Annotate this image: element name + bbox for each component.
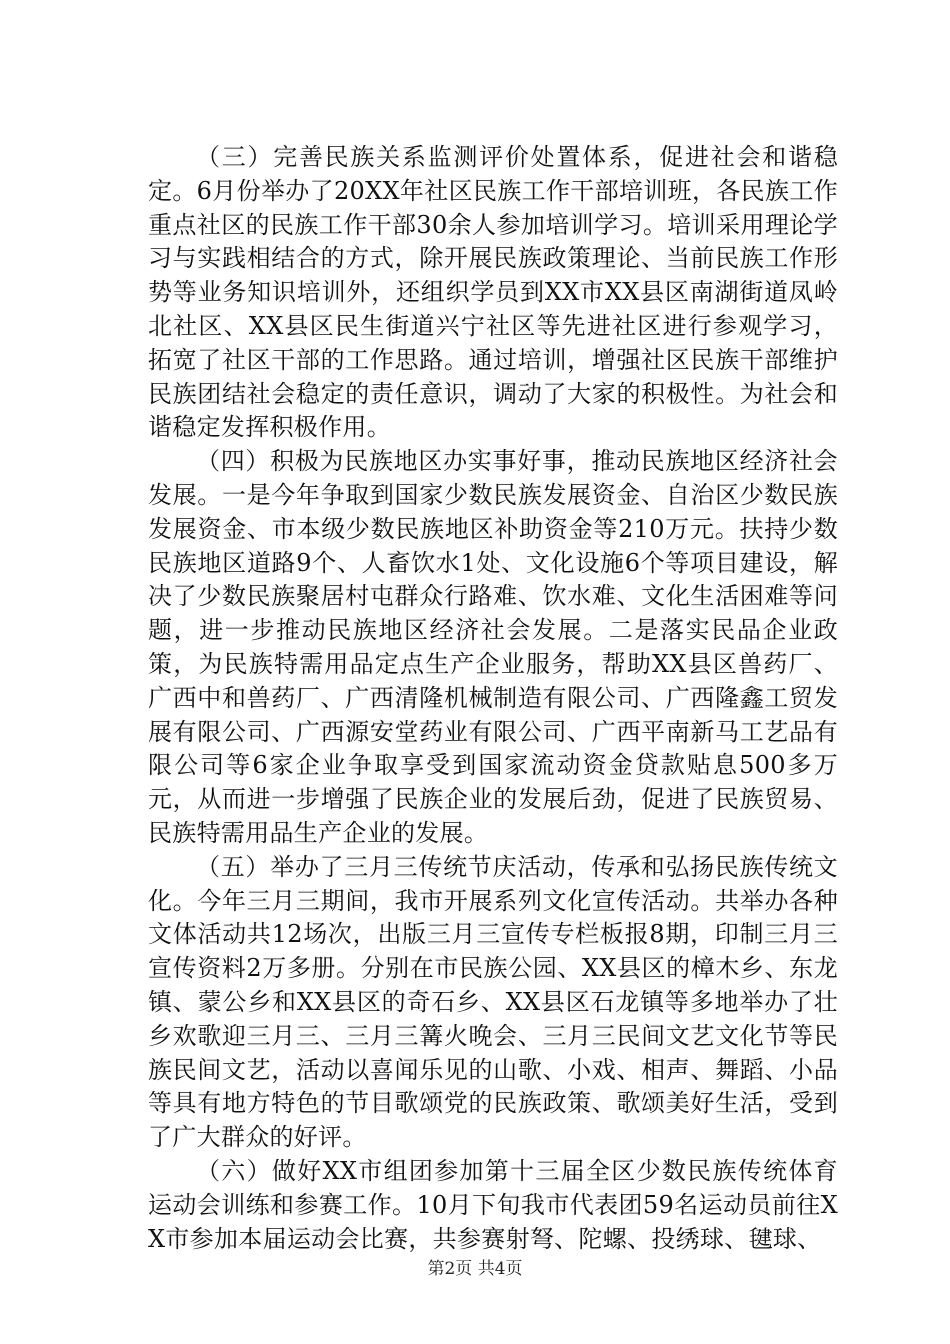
paragraph-3: （三）完善民族关系监测评价处置体系，促进社会和谐稳定。6月份举办了20XX年社区民族工作干部培训班，各民族工作重点社区的民族工作干部30余人参加培训学习。培训采用理论学习与实践相结合的方式，除开展民族政策理论、当前民族工作形势等业务知识培训外，还组织学员到XX市XX县区南湖街道凤岭北社区、XX县区民生街道兴宁社区等先进社区进行参观学习，拓宽了社区干部的工作思路。通过培训，增强社区民族干部维护民族团结社会稳定的责任意识，调动了大家的积极性。为社会和谐稳定发挥积极作用。 [148,143,838,442]
document-body [148,141,838,1256]
paragraph-6: （六）做好XX市组团参加第十三届全区少数民族传统体育运动会训练和参赛工作。10月下旬我市代表团59名运动员前往XX市参加本届运动会比赛，共参赛射弩、陀螺、投绣球、毽球、 [148,1156,838,1253]
paragraph-5: （五）举办了三月三传统节庆活动，传承和弘扬民族传统文化。今年三月三期间，我市开展系列文化宣传活动。共举办各种文体活动共12场次，出版三月三宣传专栏板报8期，印制三月三宣传资料2万多册。分别在市民族公园、XX县区的樟木乡、东龙镇、蒙公乡和XX县区的奇石乡、XX县区石龙镇等多地举办了壮乡欢歌迎三月三、三月三篝火晚会、三月三民间文艺文化节等民族民间文艺，活动以喜闻乐见的山歌、小戏、相声、舞蹈、小品等具有地方特色的节目歌颂党的民族政策、歌颂美好生活，受到了广大群众的好评。 [148,852,838,1152]
page-footer: 第2页 共4页 [427,1259,523,1279]
paragraph-4: （四）积极为民族地区办实事好事，推动民族地区经济社会发展。一是今年争取到国家少数民族发展资金、自治区少数民族发展资金、市本级少数民族地区补助资金等210万元。扶持少数民族地区道路9个、人畜饮水1处、文化设施6个等项目建设，解决了少数民族聚居村屯群众行路难、饮水难、文化生活困难等问题，进一步推动民族地区经济社会发展。二是落实民品企业政策，为民族特需用品定点生产企业服务，帮助XX县区兽药厂、广西中和兽药厂、广西清隆机械制造有限公司、广西隆鑫工贸发展有限公司、广西源安堂药业有限公司、广西平南新马工艺品有限公司等6家企业争取享受到国家流动资金贷款贴息500多万元，从而进一步增强了民族企业的发展后劲，促进了民族贸易、民族特需用品生产企业的发展。 [148,447,838,847]
